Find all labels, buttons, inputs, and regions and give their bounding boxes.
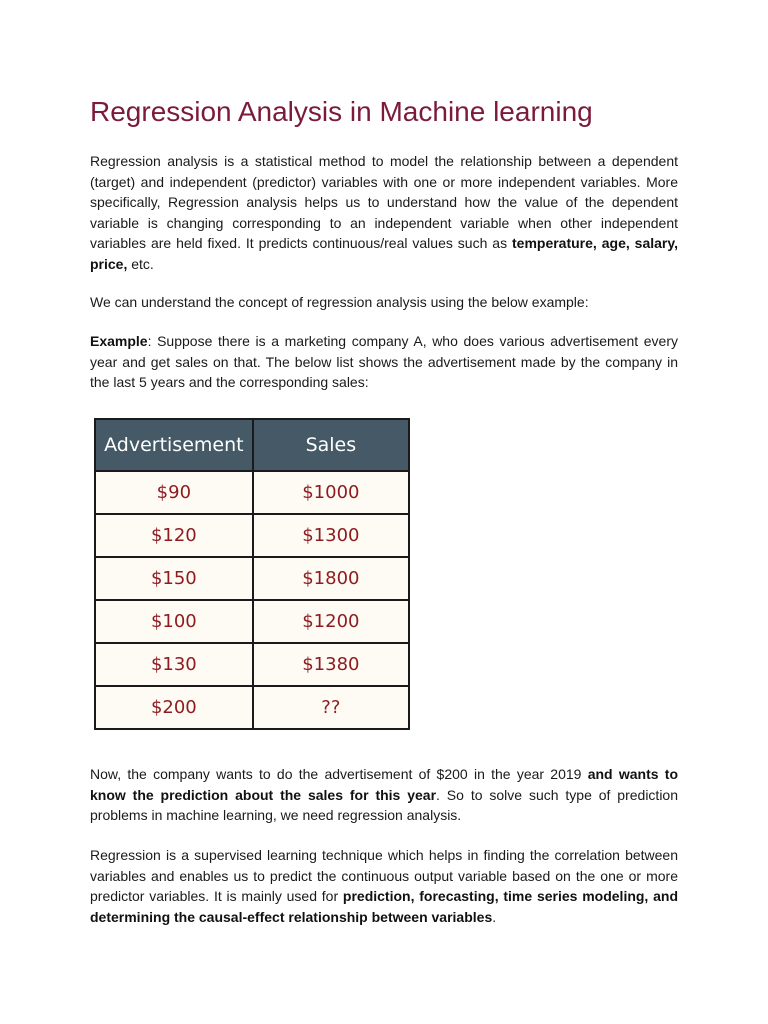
- column-header-sales: Sales: [253, 419, 409, 471]
- intro-paragraph: [90, 151, 678, 274]
- table-row: [95, 600, 409, 643]
- table-header-row: [95, 419, 409, 471]
- intro-tail: etc.: [127, 255, 154, 272]
- prediction-paragraph: [90, 764, 678, 826]
- page-title: Regression Analysis in Machine learning: [90, 96, 593, 127]
- example-text: : Suppose there is a marketing company A, who does various advertisement every year and get sales on that. The below list shows the advertisement made by the company in the last 5 years and the corresponding sales:: [90, 333, 678, 390]
- advertisement-cell: $90: [95, 471, 253, 514]
- sales-cell: $1800: [253, 557, 409, 600]
- definition-paragraph: [90, 845, 678, 927]
- definition-tail: .: [492, 908, 497, 925]
- sales-cell: ??: [253, 686, 409, 729]
- table-row: [95, 514, 409, 557]
- column-header-advertisement: Advertisement: [95, 419, 253, 471]
- intro-examples-bold: temperature, age, salary, price,: [90, 235, 678, 272]
- intro-text: Regression analysis is a statistical method to model the relationship between a dependent (target) and independent (predictor) variables with one or more independent variables. More specifically, Regression analysis helps us to understand how the value of the dependent variable is changing corresponding to an independent variable when other independent variables are held fixed. It predicts continuous/real values such as: [90, 153, 678, 251]
- table-row: [95, 686, 409, 729]
- advertisement-sales-table: [94, 418, 410, 730]
- table-row: [95, 643, 409, 686]
- definition-text: Regression is a supervised learning technique which helps in finding the correlation between variables and enables us to predict the continuous output variable based on the one or more predictor variables. It is mainly used for: [90, 847, 678, 904]
- sales-cell: $1200: [253, 600, 409, 643]
- concept-paragraph: [90, 292, 678, 313]
- advertisement-cell: $150: [95, 557, 253, 600]
- sales-cell: $1380: [253, 643, 409, 686]
- sales-cell: $1000: [253, 471, 409, 514]
- advertisement-cell: $130: [95, 643, 253, 686]
- advertisement-cell: $100: [95, 600, 253, 643]
- prediction-text: Now, the company wants to do the advertisement of $200 in the year 2019: [90, 766, 588, 782]
- definition-bold: prediction, forecasting, time series modeling, and determining the causal-effect relationship between variables: [90, 888, 678, 925]
- prediction-bold: and wants to know the prediction about the sales for this year: [90, 766, 679, 803]
- example-paragraph: [90, 331, 678, 393]
- prediction-tail: . So to solve such type of prediction problems in machine learning, we need regression analysis.: [90, 786, 679, 823]
- sales-cell: $1300: [253, 514, 409, 557]
- advertisement-cell: $120: [95, 514, 253, 557]
- example-label: Example: [90, 333, 148, 349]
- concept-text: We can understand the concept of regression analysis using the below example:: [90, 294, 589, 310]
- table-row: [95, 471, 409, 514]
- table-row: [95, 557, 409, 600]
- advertisement-cell: $200: [95, 686, 253, 729]
